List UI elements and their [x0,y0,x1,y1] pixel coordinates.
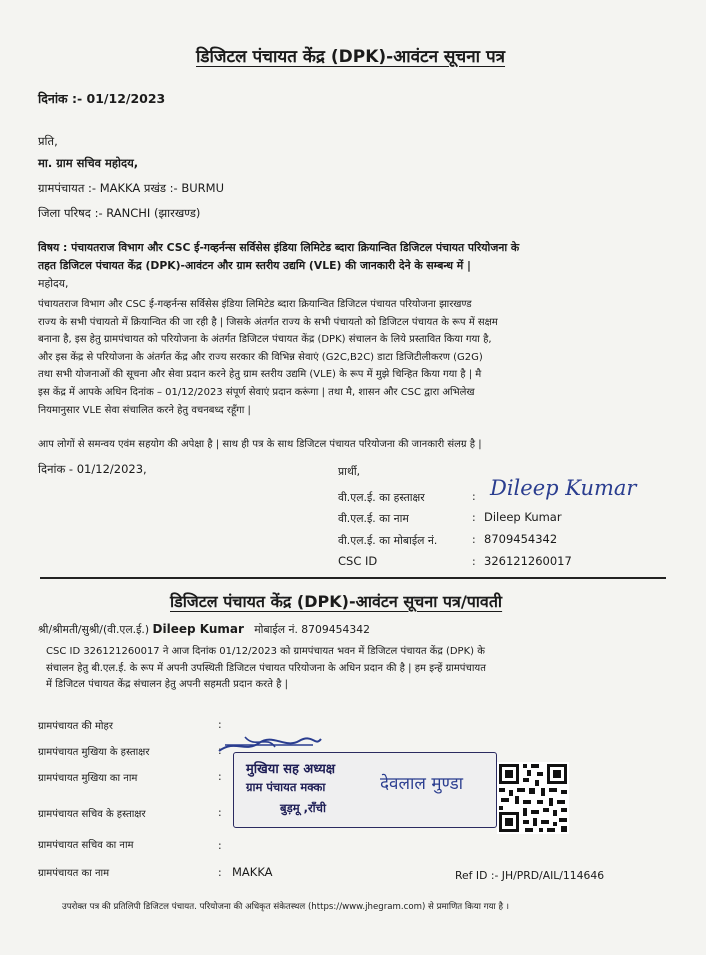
colon: : [472,533,476,546]
receipt-line: संचालन हेतु बी.एल.ई. के रूप में अपनी उपस्थिती डिजिटल पंचायत परियोजना के अधिन प्रदान की है | हम इन्हें ग्रामपंचायत [46,662,486,674]
vle-name: Dileep Kumar [152,622,244,636]
subject-line-1: विषय : पंचायतराज विभाग और CSC ई-गव्हर्नन्स सर्विसेस इंडिया लिमिटेड ब्दारा क्रियान्वित डिजिटल पंचायत परियोजना के [38,241,520,254]
ref-id: Ref ID :- JH/PRD/AIL/114646 [455,869,605,882]
body-line: नियमानुसार VLE सेवा संचालित करने हेतु वचनबध्द रहूँगा | [38,404,251,416]
qr-code-graphic [497,762,569,834]
vle-name-label: वी.एल.ई. का नाम [338,512,409,525]
vle-signature: Dileep Kumar [490,476,637,500]
subject-line-2: तहत डिजिटल पंचायत केंद्र (DPK)-आवंटन और ग्राम स्तरीय उद्यमि (VLE) की जानकारी देने के सम्बन्ध में | [38,259,471,272]
receipt-line: में डिजिटल पंचायत केंद्र संचालन हेतु अपनी सहमती प्रदान करते है | [46,679,288,690]
district-line: जिला परिषद :- RANCHI (झारखण्ड) [38,206,201,220]
colon: : [218,744,222,757]
receipt-line: CSC ID 326121260017 ने आज दिनांक 01/12/2023 को ग्रामपंचायत भवन में डिजिटल पंचायत केंद्र (DPK) के [46,646,485,657]
vle-name-value: Dileep Kumar [484,510,562,524]
body-line: तथा सभी योजनाओं की सूचना और सेवा प्रदान करने हेतु ग्राम स्तरीय उद्यमि (VLE) के रूप में मुझे चिन्हित किया गया है | मै [38,369,482,381]
colon: : [218,806,222,819]
receipt-title: डिजिटल पंचायत केंद्र (DPK)-आवंटन सूचना पत्र/पावती [170,592,503,611]
to-line: प्रति, [38,134,58,148]
field-label-sachiv-name: ग्रामपंचायत सचिव का नाम [38,840,134,851]
colon: : [218,839,222,852]
vle-prefix: श्री/श्रीमती/सुश्री/(वी.एल.ई.) [38,623,150,636]
colon: : [218,866,222,879]
stamp-line-3: बुड़मू ,राँची [280,801,326,815]
field-label-mukhiya-sign: ग्रामपंचायत मुखिया के हस्ताक्षर [38,747,150,758]
stamp-line-1: मुखिया सह अध्यक्ष [246,762,336,777]
field-label-sachiv-sign: ग्रामपंचायत सचिव के हस्ताक्षर [38,809,146,820]
footer-note: उपरोक्त पत्र की प्रतिलिपी डिजिटल पंचायत. परियोजना की अधिकृत संकेतस्थल (https://www.jhegram.com) से प्रमाणित किया गया है । [62,902,510,912]
addressee: मा. ग्राम सचिव महोदय, [38,156,139,170]
body-line: और इस केंद्र से परियोजना के अंतर्गत केंद्र और राज्य सरकार की विभिन्न सेवाएं (G2C,B2C) डाटा डिजिटीलीकरण (G2G) [38,351,483,363]
stamp-line-2: ग्राम पंचायत मक्का [246,780,326,794]
mukhiya-stamp [233,752,497,828]
receipt-line-1 [38,622,370,637]
vle-mobile-value: 8709454342 [484,532,558,546]
colon: : [472,511,476,524]
colon: : [472,490,476,503]
page-title: डिजिटल पंचायत केंद्र (DPK)-आवंटन सूचना पत्र [196,47,506,67]
body-line: इस केंद्र में आपके अधिन दिनांक – 01/12/2023 संपूर्ण सेवाएं प्रदान करूंगा | तथा मै, शासन और CSC द्वारा अभिलेख [38,386,475,398]
date-line: दिनांक :- 01/12/2023 [38,91,166,106]
colon: : [472,555,476,568]
vle-mobile: मोबाईल नं. 8709454342 [254,623,371,636]
qr-code [497,762,569,834]
field-label-panchayat-name: ग्रामपंचायत का नाम [38,868,110,879]
body-line: पंचायतराज विभाग और CSC ई-गव्हर्नन्स सर्विसेस इंडिया लिमिटेड ब्दारा क्रियान्वित डिजिटल पंचायत परियोजना झारखण्ड [38,299,472,310]
receipt-paragraph [46,644,486,694]
field-label-mukhiya-name: ग्रामपंचायत मुखिया का नाम [38,773,138,784]
panchayat-name-value: MAKKA [232,865,273,879]
colon: : [218,718,222,731]
field-label-seal: ग्रामपंचायत की मोहर [38,721,113,732]
csc-id-value: 326121260017 [484,554,572,568]
body-paragraph [38,296,498,419]
gram-panchayat-line: ग्रामपंचायत :- MAKKA प्रखंड :- BURMU [38,181,224,195]
body-line: बनाना है, इस हेतु ग्रामपंचायत को परियोजना के अंतर्गत डिजिटल पंचायत केंद्र (DPK) संचालन के लिये प्रस्तावित किया गया है, [38,334,492,346]
body-line: राज्य के सभी पंचायतो में क्रियान्वित की जा रही है | जिसके अंतर्गत राज्य के सभी पंचायतो को डिजिटल पंचायत के रूप में सक्षम [38,316,498,328]
vle-sign-label: वी.एल.ई. का हस्ताक्षर [338,491,425,504]
salutation: महोदय, [38,277,69,290]
csc-id-label: CSC ID [338,554,378,568]
sign-date: दिनांक - 01/12/2023, [38,462,147,476]
colon: : [218,770,222,783]
divider [40,577,666,579]
closing-line: आप लोगों से समन्वय एवंम सहयोग की अपेक्षा है | साथ ही पत्र के साथ डिजिटल पंचायत परियोजना की जानकारी संलग्र है | [38,439,482,450]
vle-mobile-label: वी.एल.ई. का मोबाईल नं. [338,534,438,547]
stamp-handwritten-name: देवलाल मुण्डा [380,774,464,794]
applicant-label: प्रार्थी, [338,465,361,478]
